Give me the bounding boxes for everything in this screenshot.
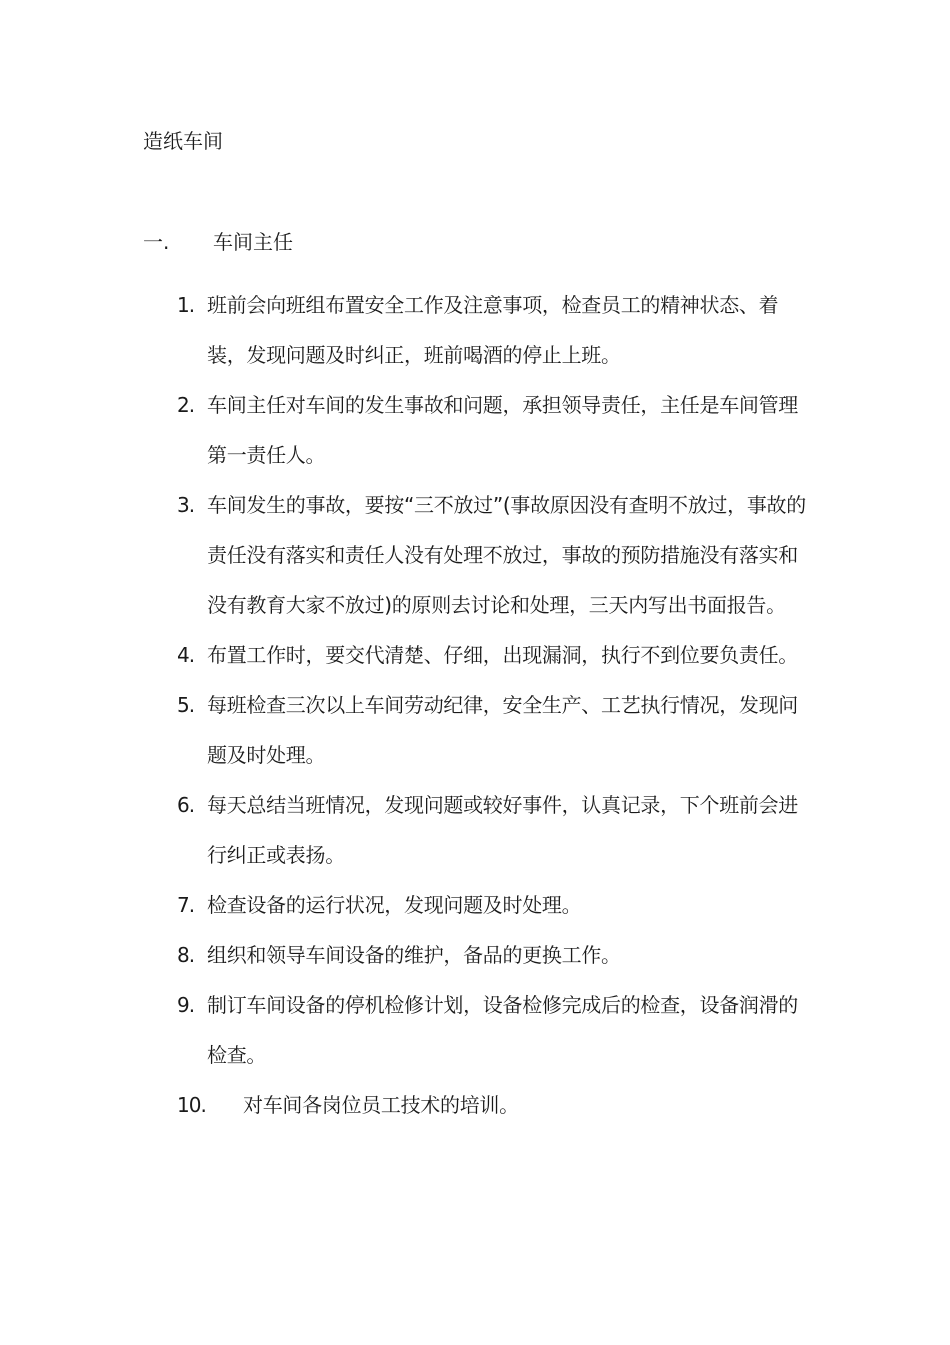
item-number: 4. [177, 643, 195, 667]
list-item [175, 630, 815, 680]
item-text: 组织和领导车间设备的维护，备品的更换工作。 [207, 943, 621, 967]
section-title: 车间主任 [213, 230, 293, 254]
item-text: 车间发生的事故，要按“三不放过”(事故原因没有查明不放过，事故的责任没有落实和责任人没有处理不放过，事故的预防措施没有落实和没有教育大家不放过)的原则去讨论和处理，三天内写出书面报告。 [207, 493, 806, 617]
list-item [175, 880, 815, 930]
item-text: 布置工作时，要交代清楚、仔细，出现漏洞，执行不到位要负责任。 [207, 643, 798, 667]
list-item [175, 480, 815, 630]
item-number: 5. [177, 693, 195, 717]
list-item [175, 930, 815, 980]
item-number: 1. [177, 293, 195, 317]
item-number: 10. [177, 1093, 206, 1117]
list-item [175, 980, 815, 1080]
list-item [175, 680, 815, 780]
duty-list [175, 280, 815, 1130]
item-text: 班前会向班组布置安全工作及注意事项，检查员工的精神状态、着装，发现问题及时纠正，班前喝酒的停止上班。 [207, 293, 779, 367]
list-item [175, 1080, 815, 1130]
section-heading [143, 228, 293, 256]
item-number: 6. [177, 793, 195, 817]
section-number: 一. [143, 230, 170, 254]
item-text: 制订车间设备的停机检修计划，设备检修完成后的检查，设备润滑的检查。 [207, 993, 798, 1067]
document-title: 造纸车间 [143, 129, 223, 153]
item-number: 8. [177, 943, 195, 967]
list-item [175, 380, 815, 480]
item-text: 对车间各岗位员工技术的培训。 [243, 1093, 519, 1117]
list-item [175, 280, 815, 380]
list-item [175, 780, 815, 880]
item-number: 2. [177, 393, 195, 417]
item-text: 每班检查三次以上车间劳动纪律，安全生产、工艺执行情况，发现问题及时处理。 [207, 693, 798, 767]
item-text: 车间主任对车间的发生事故和问题，承担领导责任，主任是车间管理第一责任人。 [207, 393, 798, 467]
item-text: 检查设备的运行状况，发现问题及时处理。 [207, 893, 582, 917]
item-number: 7. [177, 893, 195, 917]
item-text: 每天总结当班情况，发现问题或较好事件，认真记录，下个班前会进行纠正或表扬。 [207, 793, 798, 867]
item-number: 9. [177, 993, 195, 1017]
item-number: 3. [177, 493, 195, 517]
